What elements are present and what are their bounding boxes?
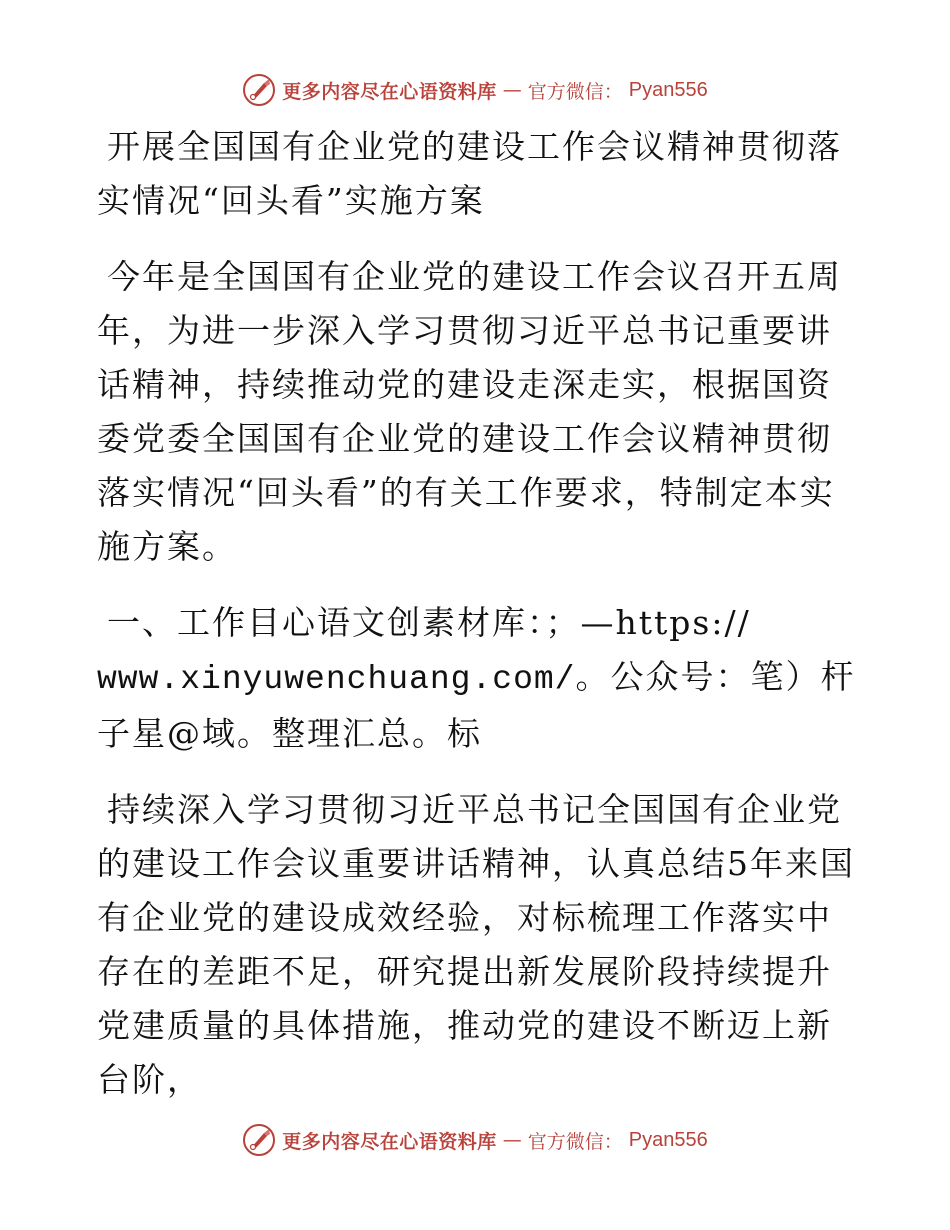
header-watermark [0,72,950,108]
quill-logo-icon [242,73,276,107]
watermark-sub-text: 官方微信： [527,80,623,103]
footer-watermark [0,1122,950,1158]
watermark-dash: — [502,1129,522,1151]
intro-paragraph: 今年是全国国有企业党的建设工作会议召开五周年，为进一步深入学习贯彻习近平总书记重要讲话精神，持续推动党的建设走深走实，根据国资委党委全国国有企业党的建设工作会议精神贯彻落实情况“回头看”的有关工作要求，特制定本实施方案。 [97,257,842,566]
watermark-main-text: 更多内容尽在心语资料库 [282,80,497,103]
watermark-wechat-id: Pyan556 [628,78,708,101]
quill-logo-icon [242,1123,276,1157]
document-title: 开展全国国有企业党的建设工作会议精神贯彻落实情况“回头看”实施方案 [97,127,842,220]
watermark-sub-text: 官方微信： [527,1130,623,1153]
watermark-wechat-id: Pyan556 [628,1128,708,1151]
watermark-dash: — [502,79,522,101]
body-paragraph: 持续深入学习贯彻习近平总书记全国国有企业党的建设工作会议重要讲话精神，认真总结5年来国有企业党的建设成效经验，对标梳理工作落实中存在的差距不足，研究提出新发展阶段持续提升党建质量的具体措施，推动党的建设不断迈上新台阶， [97,790,855,1099]
section-heading [97,596,857,761]
section-heading-suffix: 。公众号：笔）杆子星@域。整理汇总。标 [97,657,856,753]
watermark-main-text: 更多内容尽在心语资料库 [282,1130,497,1153]
source-url: www.xinyuwenchuang.com/ [97,661,576,698]
section-heading-prefix: 一、工作目心语文创素材库：；—https:// [107,603,751,642]
document-body [97,120,857,1107]
